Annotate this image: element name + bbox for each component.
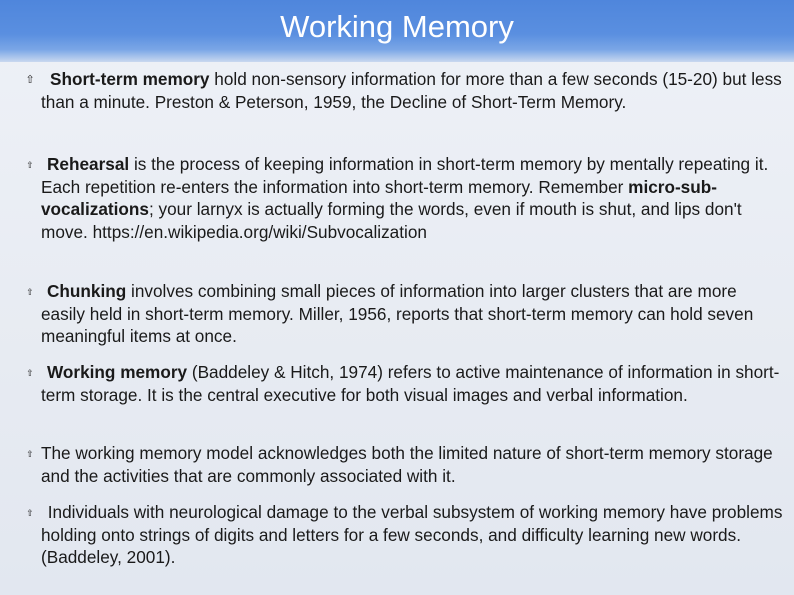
hollow-up-arrow-icon: ⇧ (26, 368, 34, 378)
bullet-text (41, 68, 783, 113)
bullet-text (41, 361, 783, 406)
bullet-body: (Baddeley & Hitch, 1974) refers to active maintenance of information in short-term storage. It is the central executive for both visual images and verbal information. (41, 362, 780, 405)
slide-title: Working Memory (280, 9, 514, 44)
bullet-text (41, 442, 783, 487)
bullet-text (41, 280, 783, 348)
bullet-body: Individuals with neurological damage to the verbal subsystem of working memory have problems holding onto strings of digits and letters for a few seconds, and difficulty learning new words. (Baddeley, 2001). (41, 502, 783, 568)
bullet-body: is the process of keeping information in short-term memory by mentally repeating it. Each repetition re-enters the information into short-term memory. Remember (41, 154, 769, 197)
bullet-body: hold non-sensory information for more than a few seconds (15-20) but less than a minute. Preston & Peterson, 1959, the Decline of Short-Term Memory. (41, 69, 782, 112)
bullet-text (41, 153, 783, 243)
hollow-up-arrow-icon: ⇧ (26, 287, 34, 297)
bullet-body: The working memory model acknowledges both the limited nature of short-term memory storage and the activities that are commonly associated with it. (41, 443, 773, 486)
hollow-up-arrow-icon: ⇧ (26, 508, 34, 518)
hollow-up-arrow-icon: ⇧ (26, 160, 34, 170)
bullet-term-secondary: micro-sub-vocalizations (41, 176, 717, 220)
hollow-up-arrow-icon: ⇧ (25, 74, 35, 86)
bullet-body: involves combining small pieces of information into larger clusters that are more easily held in short-term memory. Miller, 1956, reports that short-term memory can hold seven meaningful items at once. (41, 281, 754, 347)
bullet-term: Rehearsal (47, 154, 130, 174)
hollow-up-arrow-icon: ⇧ (26, 449, 34, 459)
title-bar (0, 0, 794, 62)
bullet-term: Short-term memory (50, 69, 210, 89)
bullet-term: Working memory (47, 362, 188, 382)
bullet-body-secondary: ; your larnyx is actually forming the words, even if mouth is shut, and lips don't move. https://en.wikipedia.org/wiki/Subvocalization (41, 199, 742, 242)
bullet-text (41, 501, 783, 569)
bullet-term: Chunking (47, 281, 127, 301)
